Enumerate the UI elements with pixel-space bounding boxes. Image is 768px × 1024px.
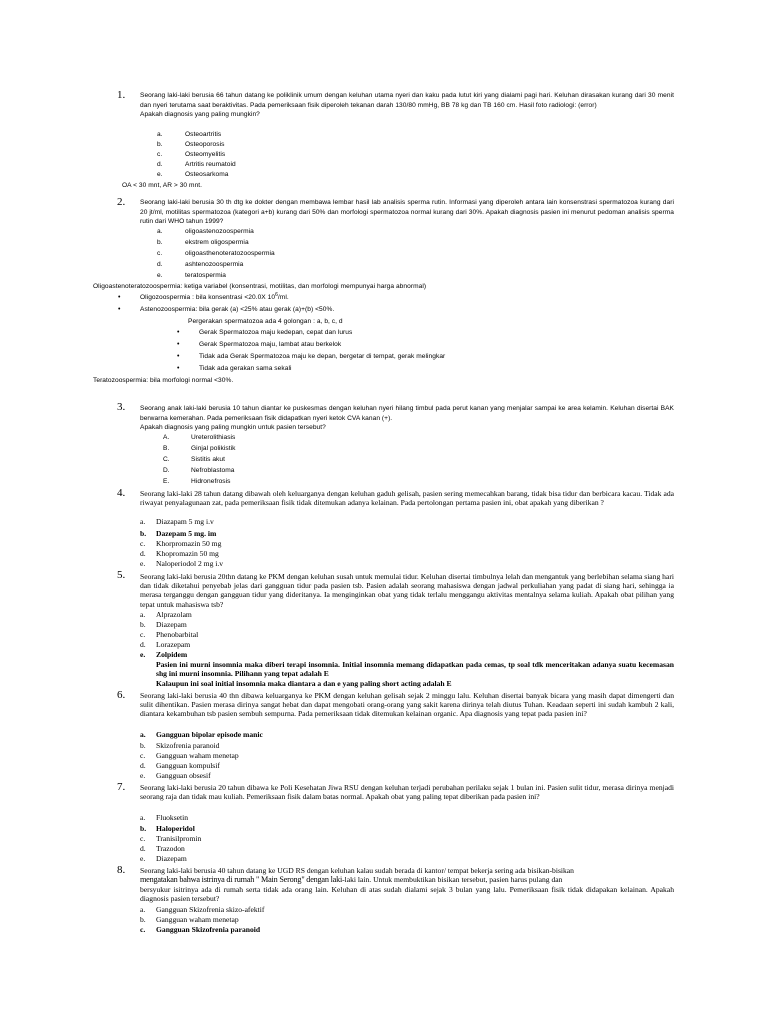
question-number: 4.: [117, 487, 126, 499]
option-a[interactable]: a. Diazapam 5 mg i.v: [140, 517, 214, 526]
option-c[interactable]: C. Sistitis akut: [163, 456, 225, 463]
option-b[interactable]: b. Gangguan waham menetap: [140, 915, 239, 924]
option-c[interactable]: c. Osteomyelitis: [157, 151, 226, 158]
question-stem: Seorang anak laki-laki berusia 10 tahun diantar ke puskesmas dengan keluhan nyeri hilang timbul pada perut kanan yang menjalar sampai ke area kelamin. Keluhan disertai BAK berwarna kemerahan. Pada pemeriksaan fisik didapatkan nyeri ketok CVA kanan (+). Apakah diagnosis yang paling mungkin untuk pasien tersebut?: [140, 405, 674, 432]
option-d[interactable]: d. ashtenozoospermia: [157, 261, 244, 268]
question-stem-rest: bersyukur isitrinya ada di rumah serta tidak ada orang lain. Keluhan di atas sudah dialami sejak 3 bulan yang lalu. Pemeriksaan fisik tidak didapakan kelainan. Apakah diagnosis pasien tersebut?: [140, 885, 674, 904]
explanation-title: Oligoastenoteratozoospermia: ketiga variabel (konsentrasi, motilitas, dan morfologi mempunyai harga abnormal): [93, 283, 427, 290]
question-number: 7.: [117, 781, 126, 793]
option-b[interactable]: b. Dazepam 5 mg. im: [140, 529, 217, 538]
question-number: 6.: [117, 689, 126, 701]
option-b[interactable]: B. Ginjal polikistik: [163, 445, 236, 452]
option-b[interactable]: b. Haloperidol: [140, 824, 195, 833]
explanation-sub-bullet: Gerak Spermatozoa maju kedepan, cepat dan lurus: [199, 329, 353, 336]
option-d[interactable]: d. Lorazepam: [140, 640, 191, 649]
option-d[interactable]: d. Artritis reumatoid: [157, 161, 236, 168]
question-prompt: Apakah diagnosis yang paling mungkin?: [140, 111, 260, 119]
explanation-sub-bullet: Tidak ada Gerak Spermatozoa maju ke depan, bergetar di tempat, gerak melingkar: [199, 353, 446, 360]
question-prompt: Apakah diagnosis yang paling mungkin untuk pasien tersebut?: [140, 424, 326, 432]
explanation-bullet: Oligozoospermia : bila konsentrasi <20.0X $10^6/ml$.: [140, 291, 289, 301]
option-a[interactable]: a. Fluoksetin: [140, 813, 189, 822]
option-c[interactable]: c. Gangguan Skizofrenia paranoid: [140, 925, 261, 934]
option-d[interactable]: d. Khopromazin 50 mg: [140, 549, 219, 558]
option-b[interactable]: b. Diazepam: [140, 620, 187, 629]
bullet-icon: •: [177, 329, 180, 336]
explanation-footer: Teratozoospermia: bila morfologi normal <30%.: [93, 377, 234, 384]
option-e[interactable]: e. Diazepam: [140, 854, 187, 863]
bullet-icon: •: [118, 306, 121, 313]
question-stem-line2: mengatakan bahwa istrinya di rumah " Main Serong" dengan laki-laki lain. Untuk membuktikan bisikan tersebut, pasien harus pulang dan: [140, 875, 563, 884]
option-d[interactable]: d. Trazodon: [140, 844, 185, 853]
bullet-icon: •: [118, 294, 121, 301]
question-number: 8.: [117, 864, 126, 876]
answer-note: OA < 30 mnt, AR > 30 mnt.: [122, 182, 203, 189]
answer-explanation: Pasien ini murni insomnia maka diberi terapi insomnia. Initial insomnia memang didapatkan pada cemas, tp soal tdk menceritakan adanya suatu kecemasan shg ini murni insomnia. Pilihann yang tepat adalah E: [156, 660, 674, 679]
question-stem: Seorang laki-laki berusia 66 tahun datang ke poliklinik umum dengan keluhan utama nyeri dan kaku pada lutut kiri yang dialami pagi hari. Keluhan dirasakan kurang dari 30 menit dan nyeri terutama saat beraktivitas. Pada pemeriksaan fisik diperoleh tekanan darah 130/80 mmHg, BB 78 kg dan TB 160 cm. Hasil foto radiologi: (error) Apakah diagnosis yang paling mungkin?: [140, 92, 674, 119]
option-b[interactable]: b. Osteoporosis: [157, 141, 225, 148]
answer-explanation-2: Kalaupun ini soal initial insomnia maka diantara a dan e yang paling short acting adalah E: [156, 679, 452, 688]
option-a[interactable]: A. Ureterolithiasis: [163, 434, 236, 441]
option-a[interactable]: a. Gangguan Skizofrenia skizo-afektif: [140, 905, 265, 914]
question-stem: Seorang laki-laki berusia 30 th dtg ke dokter dengan membawa lembar hasil lab analisis sperma rutin. Informasi yang diperoleh antara lain konsenstrasi spermatozoa kurang dari 20 jt/ml, motilitas spermatozoa (kategori a+b) kurang dari 50% dan morfologi spermatozoa normal kurang dari 30%. Apakah diagnosis pasien ini menurut pedoman analisis sperma rutin dari WHO tahun 1999?: [140, 199, 674, 226]
question-stem-line1: Seorang laki-laki berusia 40 tahun datang ke UGD RS dengan keluhan kalau sudah berada di kantor/ tempat bekerja sering ada bisikan-bisikan: [140, 866, 574, 875]
option-b[interactable]: b. Skizofrenia paranoid: [140, 741, 220, 750]
option-a[interactable]: a. oligoastenozoospermia: [157, 228, 254, 235]
option-a[interactable]: a. Alprazolam: [140, 610, 192, 619]
bullet-icon: •: [177, 365, 180, 372]
option-e[interactable]: e. Gangguan obsesif: [140, 771, 211, 780]
option-d[interactable]: D. Nefroblastoma: [163, 467, 235, 474]
option-c[interactable]: c. Tranisilpromin: [140, 834, 202, 843]
question-number: 3.: [117, 401, 126, 413]
option-c[interactable]: c. Phenobarbital: [140, 630, 199, 639]
option-a[interactable]: a. Gangguan bipolar episode manic: [140, 730, 263, 739]
option-c[interactable]: c. Khorpromazin 50 mg: [140, 539, 222, 548]
question-stem: Seorang laki-laki 28 tahun datang dibawah oleh keluarganya dengan keluhan gaduh gelisah, pasien sering memecahkan barang, tidak bisa tidur dan berbicara kacau. Tidak ada riwayat penyalagunaan zat, pada pemeriksaan fisik tidak ditemukan adanya kelainan. Pada pertolongan pertama pasien ini, obat apakah yang diberikan ?: [140, 489, 674, 508]
bullet-icon: •: [177, 353, 180, 360]
option-e[interactable]: e. teratospermia: [157, 272, 226, 279]
bullet-icon: •: [177, 341, 180, 348]
option-b[interactable]: b. ekstrem oligospermia: [157, 239, 249, 246]
option-e[interactable]: E. Hidronefrosis: [163, 478, 231, 485]
question-number: 1.: [117, 89, 126, 101]
explanation-subtitle: Pergerakan spermatozoa ada 4 golongan : a, b, c, d: [188, 318, 343, 325]
option-a[interactable]: a. Osteoartritis: [157, 131, 222, 138]
explanation-bullet: Astenozoospermia: bila gerak (a) <25% atau gerak (a)+(b) <50%.: [140, 306, 335, 313]
option-e[interactable]: e. Osteosarkoma: [157, 171, 229, 178]
option-e[interactable]: e. Zolpidem: [140, 650, 188, 659]
question-number: 2.: [117, 196, 126, 208]
question-stem: Seorang laki-laki berusia 40 thn dibawa keluarganya ke PKM dengan keluhan gelisah sejak 2 minggu lalu. Keluhan disertai banyak bicara yang masih dapat dimengerti dan sulit dihentikan. Pasien merasa dirinya sangat hebat dan dapat mengobati orang-orang yang sakit karena dirinya telah diutus Tuhan. Keadaan seperti ini sudah kambuh 2 kali, diantara kekambuhan tsb pasien sembuh sempurna. Pada pemeriksaan tidak ditemukan kelainan organic. Apa diagnosis yang tepat pada pasien ini?: [140, 691, 674, 719]
explanation-sub-bullet: Gerak Spermatozoa maju, lambat atau berkelok: [199, 341, 342, 348]
question-number: 5.: [117, 569, 126, 581]
question-stem: Seorang laki-laki berusia 20 tahun dibawa ke Poli Kesehatan Jiwa RSU dengan keluhan terjadi perubahan perilaku sejak 1 bulan ini. Pasien sulit tidur, merasa dirinya menjadi seorang raja dan tidak mau kuliah. Pemeriksaan fisik dalam batas normal. Apakah obat yang paling tepat diberikan pada pasien ini?: [140, 783, 674, 802]
option-c[interactable]: c. oligoasthenoteratozoospermia: [157, 250, 275, 257]
option-e[interactable]: e. Naloperiodol 2 mg i.v: [140, 559, 224, 568]
question-stem: Seorang laki-laki berusia 20thn datang ke PKM dengan keluhan susah untuk memulai tidur. Keluhan disertai timbulnya lelah dan mengantuk yang berlebihan selama siang hari dan tidak diketahui penyebab jelas dari gangguan tidur pada pasien tsb. Pasien adalah seorang mahasiswa dengan jadwal perkuliahan yang padat di siang hari, sehingga ia merasa terganggu dengan gangguan tidur yang dideritanya. Ia menginginkan obat yang tidak terlalu menggangu aktivitas mentalnya selama kuliah. Apakah obat pilihan yang tepat untuk mahasiswa tsb?: [140, 572, 674, 609]
explanation-sub-bullet: Tidak ada gerakan sama sekali: [199, 365, 292, 372]
option-d[interactable]: d. Gangguan kompulsif: [140, 761, 220, 770]
option-c[interactable]: c. Gangguan waham menetap: [140, 751, 239, 760]
